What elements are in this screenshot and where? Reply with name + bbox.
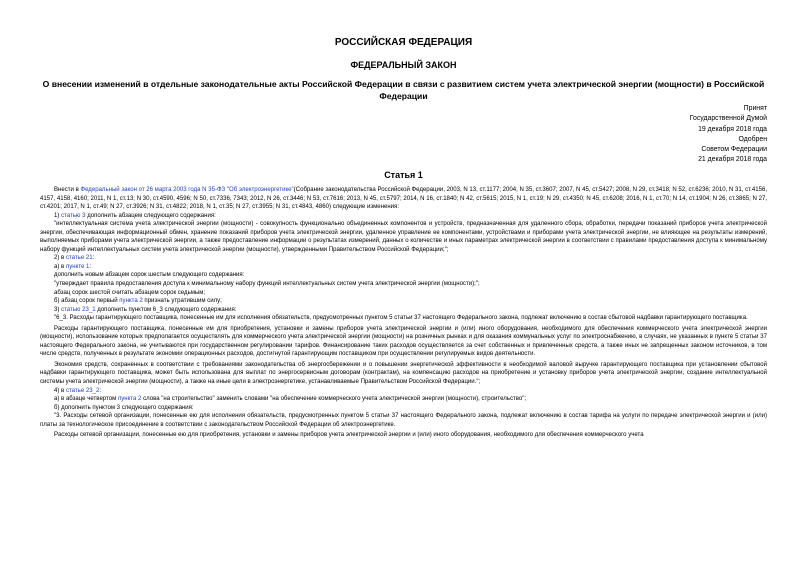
item-3 xyxy=(40,306,767,315)
item-1-num: 1) xyxy=(54,212,62,219)
duma-label: Государственной Думой xyxy=(689,115,767,123)
item-3-num: 3) xyxy=(54,306,62,313)
approved-label: Одобрен xyxy=(738,135,767,143)
law-title: О внесении изменений в отдельные законодательные акты Российской Федерации в связи с развитием систем учета электрической энергии (мощности) в Российской Федерации xyxy=(42,79,765,101)
point-2-link-b[interactable]: пункта 2 xyxy=(117,396,142,403)
doc-type-heading: ФЕДЕРАЛЬНЫЙ ЗАКОН xyxy=(350,60,457,70)
item-3-quote: "6_3. Расходы гарантирующего поставщика, понесенные им для исполнения обязательств, предусмотренных пунктом 5 статьи 37 настоящего Федерального закона, подлежат включению в состав сбытовой надбавки гарантирующего поставщика. xyxy=(54,315,748,322)
item-2-num: 2) в xyxy=(54,255,66,262)
article-21-link[interactable]: статье 21 xyxy=(65,255,93,262)
article-3-link[interactable]: статью 3 xyxy=(61,212,86,219)
item-3-text: дополнить пунктом 6_3 следующего содержания: xyxy=(95,306,237,313)
intro-text-pre: Внести в xyxy=(54,187,81,193)
country-heading: РОССИЙСКАЯ ФЕДЕРАЦИЯ xyxy=(334,37,473,48)
intro-paragraph xyxy=(40,186,767,212)
intro-text-post: (Собрание законодательства Российской Федерации, 2003, N 13, ст.1177; 2004, N 35, ст.3607; 2007, N 45, ст.5427; 2008, N 29, ст.3418; N 52, ст.6236; 2010, N 31, ст.4156, 4157, 4158, 4160; 2011, N 1, ст.13; N 30, ст.4590, 4596; N 50, ст.7336, 7343; 2012, N 26, ст.3446; N 53, ст.7616; 2013, N 45, ст.5797; 2014, N 16, ст.1840; N 42, ст.5615; 2015, N 1, ст.19; N 29, ст.4350; N 45, ст.6208; 2016, N 1, ст.70; N 14, ст.1904; N 26, ст.3865; N 27, ст.4201; 2017, N 1, ст.49; N 27, ст.3926; N 31, ст.4822; 2018, N 1, ст.35; N 27, ст.3955; N 31, ст.4843, 4860) следующие изменения: xyxy=(40,187,767,211)
item-2-text: : xyxy=(92,255,95,262)
item-4a xyxy=(40,395,767,404)
item-1-quote: "интеллектуальная система учета электрической энергии (мощности) - совокупность функционально объединенных компонентов и устройств, предназначенная для удаленного сбора, обработки, передачи показаний приборов учета электрической энергии, обеспечивающая информационный обмен, хранение показаний приборов учета электрической энергии, удаленное управление ее компонентами, устройствами и приборами учета электрической энергии, не влияющее на результаты измерений, выполняемых приборами учета электрической энергии, а также предоставление информации о результатах измерений, данных о количестве и иных параметрах электрической энергии в соответствии с правилами предоставления доступа к минимальному набору функций интеллектуальных систем учета электрической энергии (мощности), утвержденными Правительством Российской Федерации;"; xyxy=(40,221,767,253)
item-2a-pre: а) в xyxy=(54,263,66,270)
item-2b xyxy=(40,297,767,306)
item-4-num: 4) в xyxy=(54,387,66,394)
item-4-quote-1: "3. Расходы сетевой организации, понесенные ею для исполнения обязательств, предусмотренных пунктом 5 статьи 37 настоящего Федерального закона, подлежат включению в состав тарифа на услуги по передаче электрической энергии и (или) платы за технологическое присоединение в соответствии с законодательством Российской Федерации об электроэнергетике. xyxy=(40,413,767,428)
point-1-link[interactable]: пункте 1 xyxy=(65,263,90,270)
item-2b-pre: б) абзац сорок первый xyxy=(54,298,120,305)
duma-date: 19 декабря 2018 года xyxy=(698,125,767,133)
item-2a-line-3: абзац сорок шестой считать абзацем сорок седьмым; xyxy=(54,289,206,296)
item-2a-text: : xyxy=(89,263,92,270)
item-3-paragraph-2: Расходы гарантирующего поставщика, понесенные им для приобретения, установки и замены приборов учета электрической энергии и (или) иного оборудования, необходимого для обеспечения коммерческого учета электрической энергии (мощности), использование которых предполагается осуществлять для коммерческого учета электрической энергии (мощности) на розничных рынках и для оказания коммунальных услуг по электроснабжению, в случаях, не указанных в пункте 5 статьи 37 настоящего Федерального закона, не учитываются при государственном регулировании тарифов. Финансирование таких расходов осуществляется за счет собственных и привлеченных средств, а также иных не запрещенных законом источников, в том числе средств, полученных в результате экономии операционных расходов, достигнутой гарантирующим поставщиком при осуществлении регулируемых видов деятельности. xyxy=(40,325,767,358)
item-2a-line-2: "утверждает правила предоставления доступа к минимальному набору функций интеллектуальных систем учета электрической энергии (мощности);"; xyxy=(54,281,480,288)
adopted-label: Принят xyxy=(743,105,767,112)
item-4-text: : xyxy=(99,387,102,394)
article-heading: Статья 1 xyxy=(384,170,423,180)
item-2a xyxy=(40,263,767,272)
article-body xyxy=(40,186,767,440)
item-2b-text: признать утратившим силу; xyxy=(142,298,222,305)
item-2a-line-1: дополнить новым абзацем сорок шестым следующего содержания: xyxy=(54,272,245,279)
item-4b: б) дополнить пунктом 3 следующего содержания: xyxy=(54,404,194,411)
item-2 xyxy=(40,254,767,263)
adoption-block xyxy=(567,104,767,166)
item-4a-pre: а) в абзаце четвертом xyxy=(54,396,118,403)
item-4 xyxy=(40,387,767,396)
article-23-1-link[interactable]: статью 23_1 xyxy=(61,306,96,313)
council-date: 21 декабря 2018 года xyxy=(698,156,767,164)
article-23-2-link[interactable]: статье 23_2 xyxy=(65,387,100,394)
item-4a-text: слова "на строительство" заменить словами "на обеспечение коммерческого учета электрической энергии (мощности), строительство"; xyxy=(141,396,527,403)
item-3-paragraph-3: Экономия средств, сохраненных в соответствии с требованиями законодательства об энергосбережении и о повышении энергетической эффективности в необходимой валовой выручке гарантирующего поставщика при установлении сбытовой надбавки гарантирующего поставщика, может быть использована для выплат по энергосервисным договорам (контрактам), на компенсацию расходов на приобретение и установку приборов учета электрической энергии, создание интеллектуальной системы учета электрической энергии (мощности), а также на иные цели в электроэнергетике, устанавливаемые Правительством Российской Федерации."; xyxy=(40,361,767,386)
law-link[interactable]: Федеральный закон от 26 марта 2003 года N 35-ФЗ "Об электроэнергетике" xyxy=(80,187,294,193)
point-2-link[interactable]: пункта 2 xyxy=(119,298,143,305)
item-1 xyxy=(40,212,767,221)
item-4-quote-2: Расходы сетевой организации, понесенные ею для приобретения, установки и замены приборов учета электрической энергии и (или) иного оборудования, необходимого для обеспечения коммерческого учета xyxy=(54,432,644,439)
item-1-text: дополнить абзацем следующего содержания: xyxy=(85,212,216,219)
council-label: Советом Федерации xyxy=(701,146,767,154)
